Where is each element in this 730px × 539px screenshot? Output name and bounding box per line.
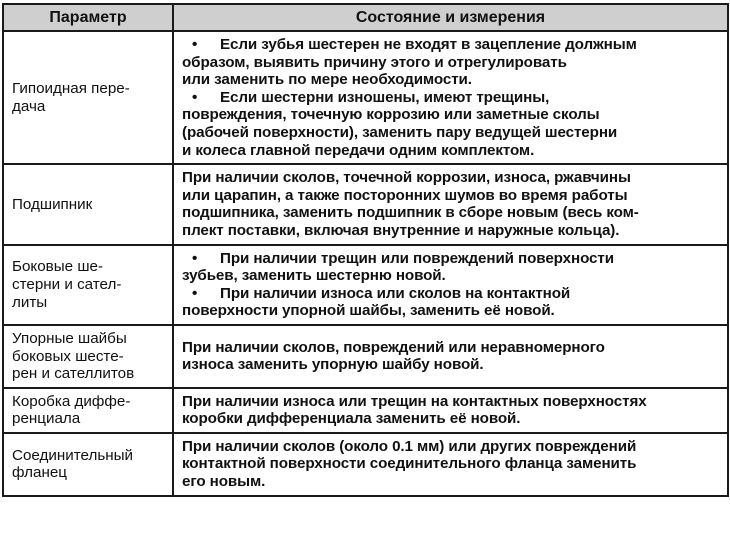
param-line: фланец: [12, 464, 68, 482]
desc-line: При наличии износа или сколов на контактной: [220, 284, 571, 302]
desc-line: При наличии износа или трещин на контактных поверхностях: [182, 392, 647, 410]
bullet-icon: •: [192, 249, 198, 267]
desc-line: образом, выявить причину этого и отрегулировать: [182, 53, 567, 71]
param-line: рен и сателлитов: [12, 365, 135, 383]
table-row: [3, 388, 728, 433]
param-line: Упорные шайбы: [12, 329, 127, 347]
inspection-table-wrapper: [2, 3, 727, 497]
desc-line: или заменить по мере необходимости.: [182, 71, 472, 89]
desc-line: и колеса главной передачи одним комплектом.: [182, 141, 535, 159]
desc-line: контактной поверхности соединительного фланца заменить: [182, 455, 637, 473]
param-line: Подшипник: [12, 195, 93, 213]
bullet-icon: •: [192, 284, 198, 302]
desc-line: Если шестерни изношены, имеют трещины,: [220, 88, 550, 106]
desc-line: поверхности упорной шайбы, заменить её новой.: [182, 302, 555, 320]
desc-line: При наличии сколов (около 0.1 мм) или других повреждений: [182, 437, 637, 455]
desc-line: Если зубья шестерен не входят в зацепление должным: [220, 36, 637, 53]
description-cell: [173, 433, 728, 496]
param-line: ренциала: [12, 410, 81, 428]
desc-line: зубьев, заменить шестерню новой.: [182, 267, 446, 285]
bullet-icon: •: [192, 88, 198, 106]
param-cell: [3, 245, 173, 325]
param-cell: [3, 388, 173, 433]
param-line: Коробка диффе-: [12, 392, 131, 410]
param-cell: [3, 325, 173, 388]
desc-line: его новым.: [182, 473, 266, 491]
desc-line: или царапин, а также посторонних шумов во время работы: [182, 186, 628, 204]
bullet-icon: •: [192, 36, 198, 53]
desc-line: При наличии сколов, точечной коррозии, износа, ржавчины: [182, 169, 631, 187]
bullet-line: [182, 36, 721, 54]
table-row: [3, 31, 728, 164]
inspection-table: [2, 3, 729, 497]
desc-line: коробки дифференциала заменить её новой.: [182, 410, 521, 428]
param-line: боковых шесте-: [12, 347, 124, 365]
desc-line: При наличии трещин или повреждений поверхности: [220, 249, 614, 267]
bullet-line: [182, 285, 721, 303]
description-cell: [173, 31, 728, 164]
table-row: [3, 325, 728, 388]
desc-line: (рабочей поверхности), заменить пару ведущей шестерни: [182, 123, 618, 141]
param-line: литы: [12, 293, 48, 311]
param-line: Гипоидная пере-: [12, 79, 130, 97]
param-cell: [3, 433, 173, 496]
param-cell: [3, 164, 173, 244]
description-cell: [173, 164, 728, 244]
param-line: стерни и сател-: [12, 275, 122, 293]
header-param: Параметр: [3, 4, 173, 31]
param-line: дача: [12, 97, 46, 115]
header-state: Состояние и измерения: [173, 4, 728, 31]
param-line: Боковые ше-: [12, 258, 104, 276]
desc-line: плект поставки, включая внутренние и наружные кольца).: [182, 221, 620, 239]
header-row: [3, 4, 728, 31]
description-cell: [173, 245, 728, 325]
param-cell: [3, 31, 173, 164]
table-row: [3, 164, 728, 244]
table-row: [3, 245, 728, 325]
desc-line: износа заменить упорную шайбу новой.: [182, 356, 484, 374]
bullet-line: [182, 89, 721, 107]
desc-line: повреждения, точечную коррозию или заметные сколы: [182, 106, 600, 124]
desc-line: При наличии сколов, повреждений или неравномерного: [182, 338, 605, 356]
description-cell: [173, 388, 728, 433]
table-row: [3, 433, 728, 496]
description-cell: [173, 325, 728, 388]
param-line: Соединительный: [12, 446, 134, 464]
desc-line: подшипника, заменить подшипник в сборе новым (весь ком-: [182, 204, 639, 222]
bullet-line: [182, 250, 721, 268]
